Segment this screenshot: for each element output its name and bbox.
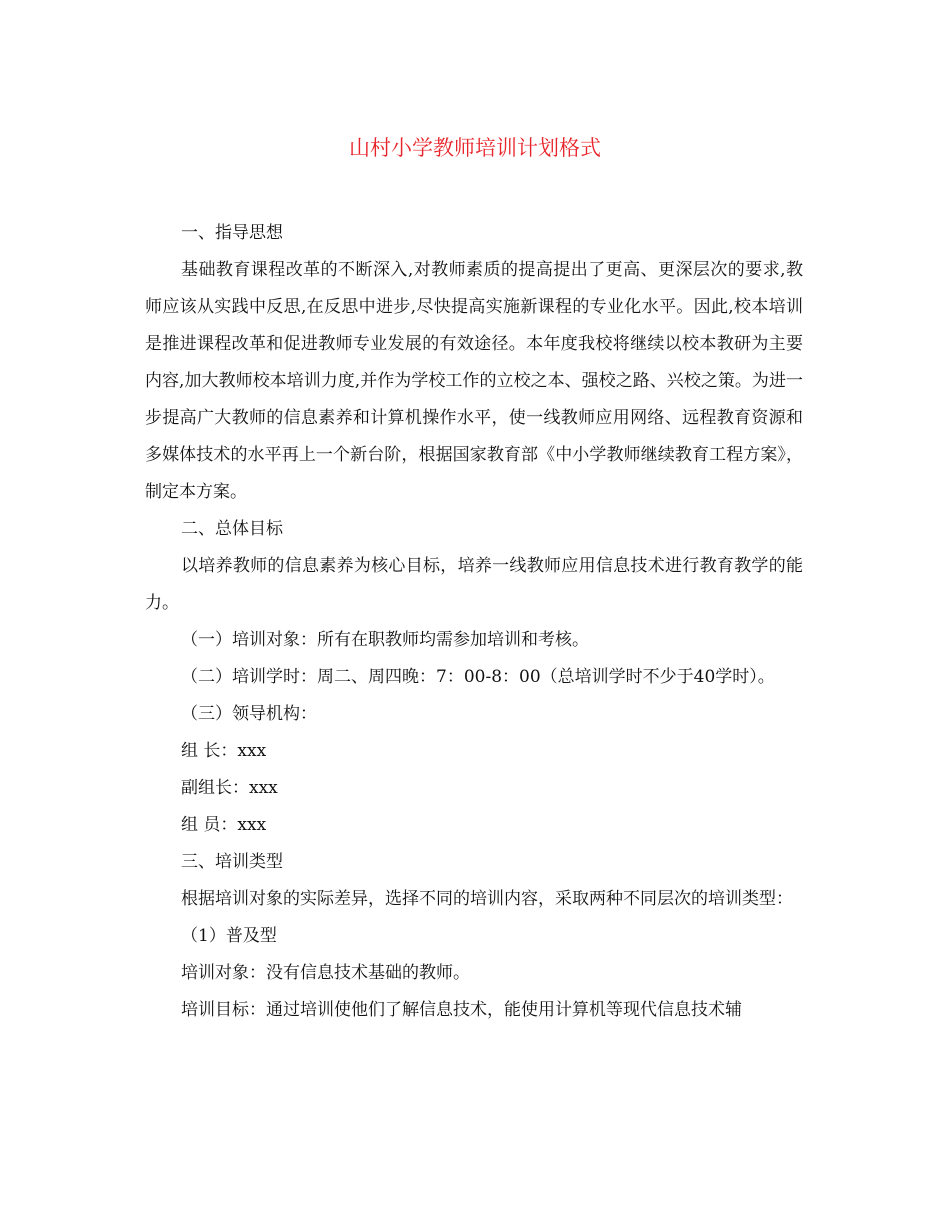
item-popular-type: （1）普及型 (181, 926, 277, 946)
section-heading-training-types: 三、培训类型 (181, 852, 283, 872)
paragraph-guiding-ideology: 基础教育课程改革的不断深入,对教师素质的提高提出了更高、更深层次的要求,教师应该从实践中反思,在反思中进步,尽快提高实施新课程的专业化水平。因此,校本培训是推进课程改革和促进教师专业发展的有效途径。本年度我校将继续以校本教研为主要内容,加大教师校本培训力度,并作为学校工作的立校之本、强校之路、兴校之策。为进一步提高广大教师的信息素养和计算机操作水平，使一线教师应用网络、远程教育资源和多媒体技术的水平再上一个新台阶，根据国家教育部《中小学教师继续教育工程方案》，制定本方案。 (145, 260, 803, 502)
item-popular-target: 培训对象：没有信息技术基础的教师。 (181, 963, 470, 983)
item-popular-goal: 培训目标：通过培训使他们了解信息技术，能使用计算机等现代信息技术辅 (181, 1000, 742, 1020)
deputy-leader-row: 副组长：xxx (181, 778, 278, 798)
item-training-target: （一）培训对象：所有在职教师均需参加培训和考核。 (181, 630, 589, 650)
item-training-hours: （二）培训学时：周二、周四晚：7：00-8：00（总培训学时不少于40学时）。 (181, 667, 775, 687)
document-title: 山村小学教师培训计划格式 (349, 136, 601, 160)
section-heading-overall-goal: 二、总体目标 (181, 519, 283, 539)
member-row: 组 员：xxx (181, 815, 267, 835)
leader-row: 组 长：xxx (181, 741, 267, 761)
paragraph-overall-goal: 以培养教师的信息素养为核心目标，培养一线教师应用信息技术进行教育教学的能力。 (145, 556, 803, 613)
item-leadership: （三）领导机构： (181, 704, 317, 724)
paragraph-training-types: 根据培训对象的实际差异，选择不同的培训内容，采取两种不同层次的培训类型： (181, 889, 793, 909)
document-body (145, 215, 803, 1029)
section-heading-guiding-ideology: 一、指导思想 (181, 223, 283, 243)
